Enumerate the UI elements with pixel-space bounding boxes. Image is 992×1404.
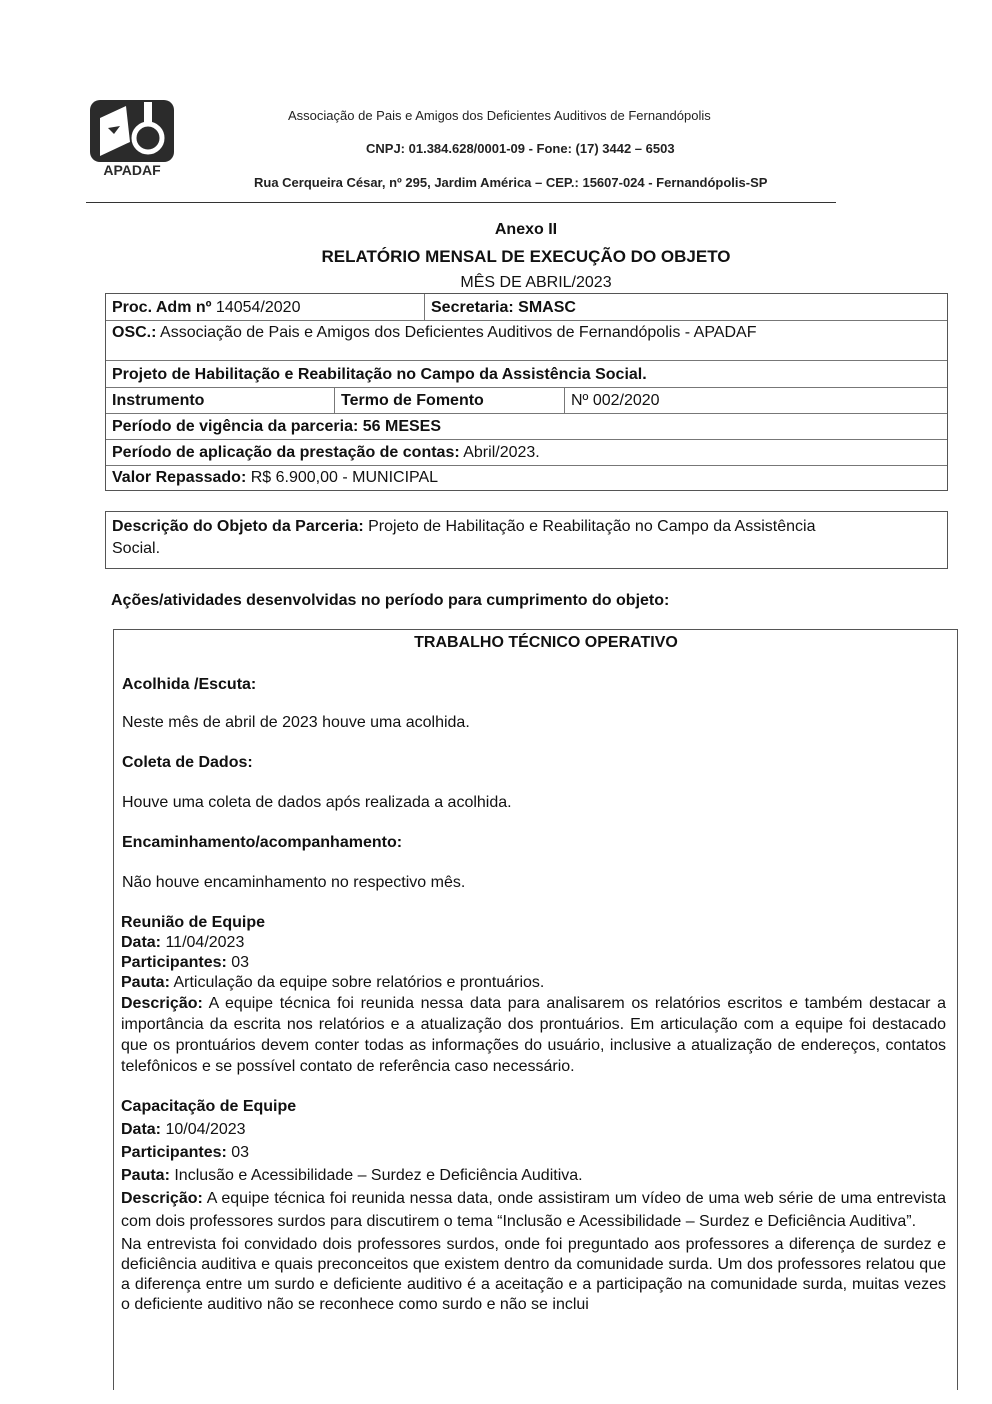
instrumento-label: Instrumento xyxy=(112,392,205,409)
osc-value: Associação de Pais e Amigos dos Deficientes Auditivos de Fernandópolis - APADAF xyxy=(156,324,757,341)
header-divider xyxy=(86,202,836,203)
encaminhamento-heading: Encaminhamento/acompanhamento: xyxy=(122,834,403,851)
numero-cell: Nº 002/2020 xyxy=(564,388,660,413)
capacitacao-section xyxy=(121,1096,946,1315)
reuniao-data-value: 11/04/2023 xyxy=(161,934,245,951)
valor-label: Valor Repassado: xyxy=(112,469,247,486)
reuniao-part-value: 03 xyxy=(226,954,250,971)
cap-data-label: Data: xyxy=(121,1121,162,1138)
objeto-value-2: Social. xyxy=(112,540,161,557)
valor-value: R$ 6.900,00 - MUNICIPAL xyxy=(246,469,439,486)
row-project: Projeto de Habilitação e Reabilitação no Campo da Assistência Social. xyxy=(106,361,947,388)
coleta-heading: Coleta de Dados: xyxy=(122,754,253,771)
acolhida-text: Neste mês de abril de 2023 houve uma acolhida. xyxy=(122,714,470,731)
reuniao-desc-value: A equipe técnica foi reunida nessa data para analisarem os relatórios escritos e também destacar a importância da escrita nos relatórios e a atualização dos prontuários. Em articulação com a equipe foi destacado que os prontuários devem conter todas as informações do usuário, inclusive a atualização de endereços, contatos telefônicos e se possível contato de referência caso necessário. xyxy=(121,995,946,1075)
cap-part-value: 03 xyxy=(226,1144,250,1161)
objeto-label: Descrição do Objeto da Parceria: xyxy=(112,518,364,535)
objeto-box xyxy=(105,511,948,569)
acolhida-heading: Acolhida /Escuta: xyxy=(122,676,257,693)
cap-pauta-value: Inclusão e Acessibilidade – Surdez e Deficiência Auditiva. xyxy=(169,1167,583,1184)
row-osc xyxy=(106,321,947,361)
address-line: Rua Cerqueira César, nº 295, Jardim América – CEP.: 15607-024 - Fernandópolis-SP xyxy=(254,175,768,190)
cap-desc-value: A equipe técnica foi reunida nessa data, onde assistiram um vídeo de uma web série de uma entrevista com dois professores surdos para discutirem o tema “Inclusão e Acessibilidade – Surdez e Deficiência Auditiva”. xyxy=(121,1190,946,1230)
reuniao-pauta-label: Pauta: xyxy=(121,974,170,991)
cap-para2: Na entrevista foi convidado dois professores surdos, onde foi preguntado aos professores a diferença de surdez e deficiência auditiva e quais preconceitos que existem dentro da comunidade surda. Um dos professores relatou que a diferença entre um surdo e deficiente auditivo é a aceitação e a participação na comunidade surda, muitas vezes o deficiente auditivo não se reconhece como surdo e não se inclui xyxy=(121,1236,946,1313)
report-title: RELATÓRIO MENSAL DE EXECUÇÃO DO OBJETO xyxy=(321,247,731,266)
cap-part-label: Participantes: xyxy=(121,1144,227,1161)
osc-label: OSC.: xyxy=(112,324,157,341)
aplicacao-value: Abril/2023. xyxy=(459,444,540,461)
coleta-text: Houve uma coleta de dados após realizada a acolhida. xyxy=(122,794,512,811)
row-vigencia: Período de vigência da parceria: 56 MESES xyxy=(106,414,947,440)
trabalho-title: TRABALHO TÉCNICO OPERATIVO xyxy=(414,634,678,651)
acoes-heading: Ações/atividades desenvolvidas no período para cumprimento do objeto: xyxy=(111,592,670,609)
aplicacao-label: Período de aplicação da prestação de contas: xyxy=(112,444,460,461)
encaminhamento-text: Não houve encaminhamento no respectivo mês. xyxy=(122,874,466,891)
reuniao-part-label: Participantes: xyxy=(121,954,227,971)
month-title: MÊS DE ABRIL/2023 xyxy=(460,274,612,291)
objeto-value-1: Projeto de Habilitação e Reabilitação no Campo da Assistência xyxy=(363,518,816,535)
cap-data-value: 10/04/2023 xyxy=(161,1121,246,1138)
info-table xyxy=(105,293,948,491)
cap-desc-label: Descrição: xyxy=(121,1190,203,1207)
logo-text: APADAF xyxy=(103,162,161,178)
row-aplicacao xyxy=(106,440,947,466)
reuniao-section xyxy=(121,913,946,1077)
row-proc xyxy=(106,294,947,321)
annex-title: Anexo II xyxy=(494,221,558,238)
cap-pauta-label: Pauta: xyxy=(121,1167,170,1184)
secretaria-cell: Secretaria: SMASC xyxy=(424,294,576,320)
apadaf-logo xyxy=(86,98,178,178)
reuniao-desc-label: Descrição: xyxy=(121,995,203,1012)
reuniao-title: Reunião de Equipe xyxy=(121,914,266,931)
proc-label: Proc. Adm nº xyxy=(112,299,212,316)
row-valor xyxy=(106,466,947,492)
reuniao-data-label: Data: xyxy=(121,934,162,951)
termo-cell: Termo de Fomento xyxy=(334,388,484,413)
reuniao-pauta-value: Articulação da equipe sobre relatórios e prontuários. xyxy=(169,974,545,991)
row-instrumento xyxy=(106,388,947,414)
cnpj-line: CNPJ: 01.384.628/0001-09 - Fone: (17) 3442 – 6503 xyxy=(366,141,675,156)
org-name: Associação de Pais e Amigos dos Deficientes Auditivos de Fernandópolis xyxy=(288,108,711,123)
proc-value: 14054/2020 xyxy=(211,299,301,316)
capacitacao-title: Capacitação de Equipe xyxy=(121,1098,297,1115)
